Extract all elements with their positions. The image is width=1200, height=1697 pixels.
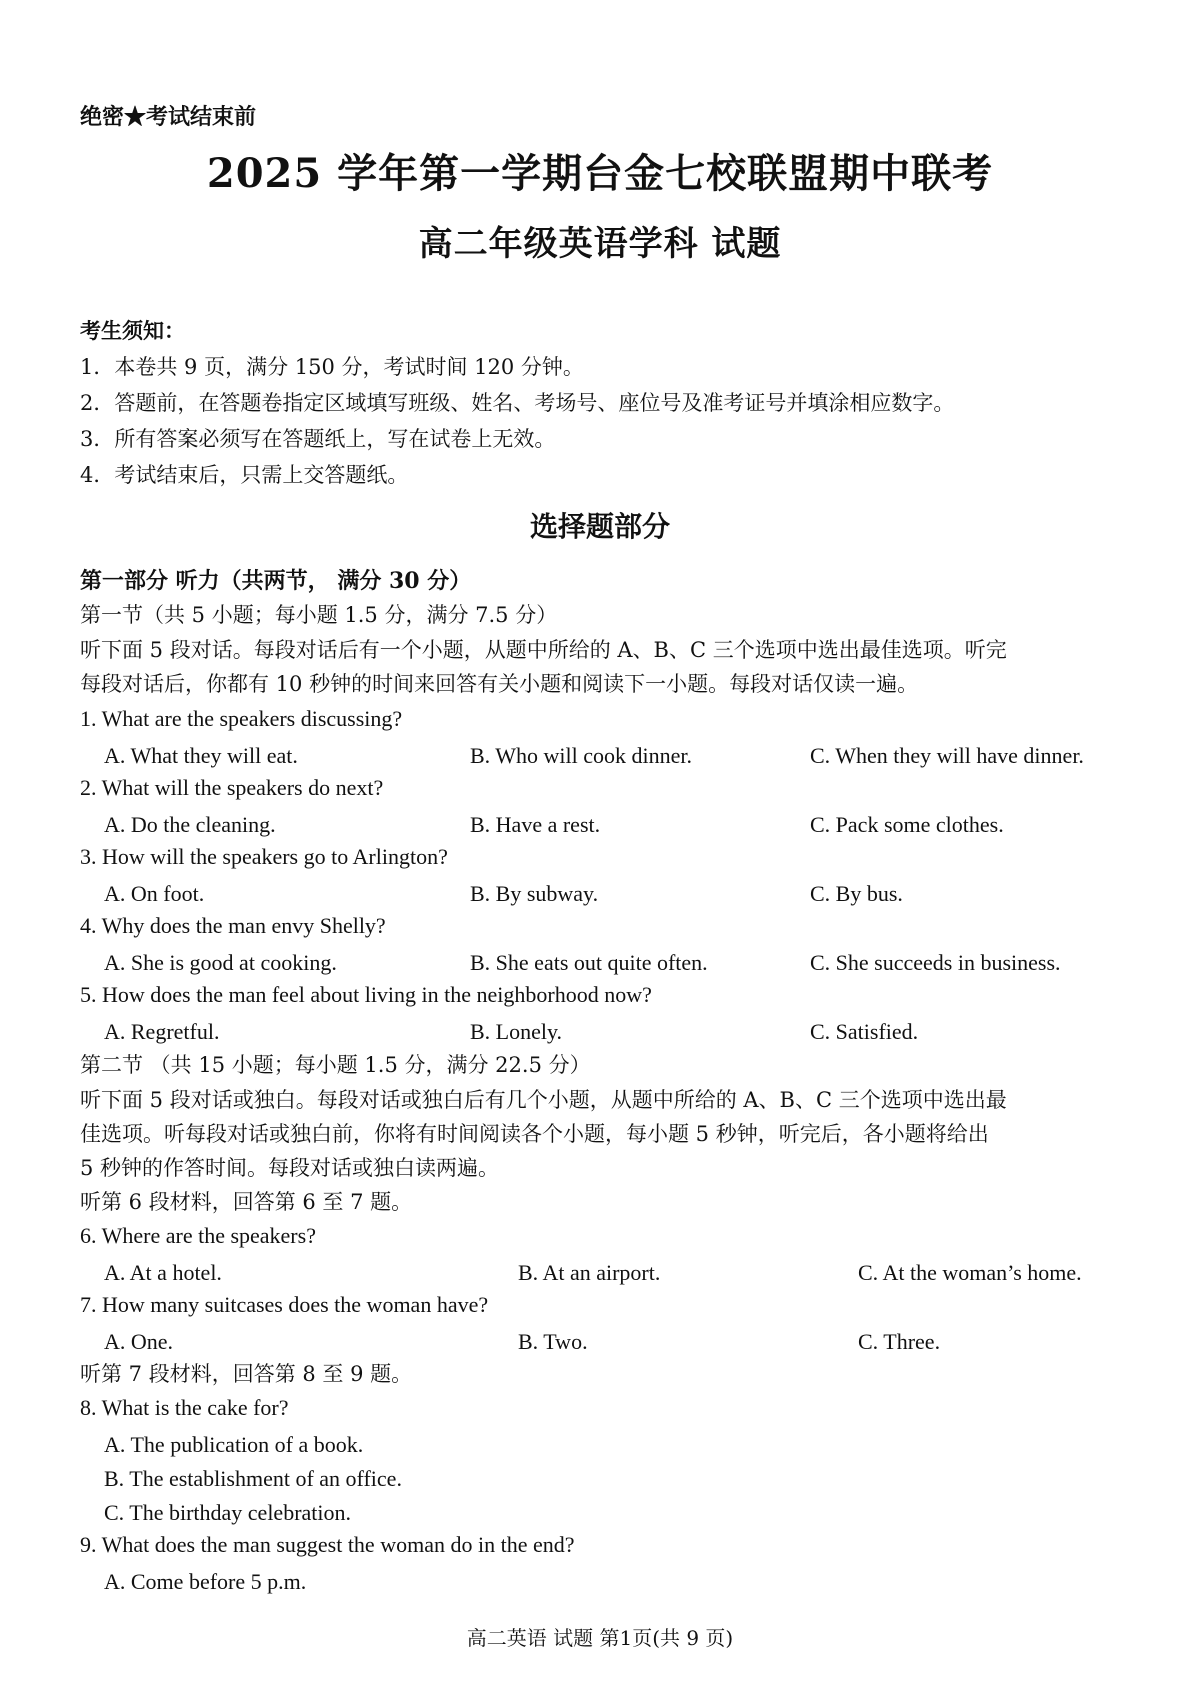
section1-heading: 第一节（共 5 小题；每小题 1.5 分，满分 7.5 分） — [80, 603, 558, 627]
page-footer: 高二英语 试题 第1页(共 9 页) — [466, 1626, 734, 1650]
option-b: B. At an airport. — [518, 1260, 661, 1285]
section2-instruction: 5 秒钟的作答时间。每段对话或独白读两遍。 — [80, 1156, 500, 1180]
question-stem: 4. Why does the man envy Shelly? — [80, 913, 386, 938]
option-c: C. At the woman’s home. — [858, 1260, 1082, 1285]
notice-item: 3．所有答案必须写在答题纸上，写在试卷上无效。 — [80, 427, 556, 451]
section2-heading: 第二节 （共 15 小题；每小题 1.5 分，满分 22.5 分） — [80, 1053, 591, 1077]
option-b: B. She eats out quite often. — [470, 950, 708, 975]
option-c: C. Three. — [858, 1329, 941, 1354]
option-a: A. Do the cleaning. — [104, 812, 276, 837]
section-title: 选择题部分 — [529, 510, 670, 543]
option-a: A. The publication of a book. — [104, 1432, 364, 1457]
section1-instruction: 听下面 5 段对话。每段对话后有一个小题，从题中所给的 A、B、C 三个选项中选出最佳选项。听完 — [80, 638, 1007, 662]
option-c: C. By bus. — [810, 881, 903, 906]
option-b: B. Who will cook dinner. — [470, 743, 693, 768]
question-stem: 2. What will the speakers do next? — [80, 775, 384, 800]
notice-item: 4．考试结束后，只需上交答题纸。 — [80, 463, 409, 487]
section2-instruction: 听下面 5 段对话或独白。每段对话或独白后有几个小题，从题中所给的 A、B、C 三个选项中选出最 — [80, 1088, 1007, 1112]
option-b: B. Two. — [518, 1329, 588, 1354]
option-c: C. She succeeds in business. — [810, 950, 1061, 975]
question-stem: 1. What are the speakers discussing? — [80, 706, 403, 731]
option-a: A. What they will eat. — [104, 743, 298, 768]
option-c: C. Pack some clothes. — [810, 812, 1004, 837]
question-stem: 5. How does the man feel about living in the neighborhood now? — [80, 982, 652, 1007]
option-c: C. The birthday celebration. — [104, 1500, 352, 1525]
material-label: 听第 7 段材料，回答第 8 至 9 题。 — [80, 1362, 413, 1386]
option-c: C. When they will have dinner. — [810, 743, 1084, 768]
notice-heading: 考生须知： — [80, 318, 185, 343]
notice-item: 2．答题前，在答题卷指定区域填写班级、姓名、考场号、座位号及准考证号并填涂相应数字。 — [80, 391, 955, 415]
option-b: B. Lonely. — [470, 1019, 563, 1044]
question-stem: 7. How many suitcases does the woman have? — [80, 1292, 489, 1317]
option-b: B. Have a rest. — [470, 812, 601, 837]
material-label: 听第 6 段材料，回答第 6 至 7 题。 — [80, 1190, 413, 1214]
option-b: B. The establishment of an office. — [104, 1466, 402, 1491]
part1-heading: 第一部分 听力（共两节， 满分 30 分） — [80, 568, 472, 594]
option-a: A. On foot. — [104, 881, 205, 906]
option-a: A. Come before 5 p.m. — [104, 1569, 307, 1594]
option-a: A. She is good at cooking. — [104, 950, 337, 975]
section1-instruction: 每段对话后，你都有 10 秒钟的时间来回答有关小题和阅读下一小题。每段对话仅读一遍。 — [80, 672, 919, 696]
section2-instruction: 佳选项。听每段对话或独白前，你将有时间阅读各个小题，每小题 5 秒钟，听完后，各小题将给出 — [80, 1122, 989, 1146]
option-c: C. Satisfied. — [810, 1019, 919, 1044]
option-b: B. By subway. — [470, 881, 599, 906]
option-a: A. One. — [104, 1329, 174, 1354]
question-stem: 3. How will the speakers go to Arlington? — [80, 844, 448, 869]
exam-subtitle: 高二年级英语学科 试题 — [418, 224, 782, 264]
question-stem: 8. What is the cake for? — [80, 1395, 289, 1420]
option-a: A. Regretful. — [104, 1019, 220, 1044]
confidential-label: 绝密★考试结束前 — [80, 104, 257, 130]
notice-item: 1．本卷共 9 页，满分 150 分，考试时间 120 分钟。 — [80, 355, 584, 379]
exam-title: 2025 学年第一学期台金七校联盟期中联考 — [206, 150, 994, 197]
option-a: A. At a hotel. — [104, 1260, 222, 1285]
question-stem: 9. What does the man suggest the woman do in the end? — [80, 1532, 575, 1557]
question-stem: 6. Where are the speakers? — [80, 1223, 316, 1248]
